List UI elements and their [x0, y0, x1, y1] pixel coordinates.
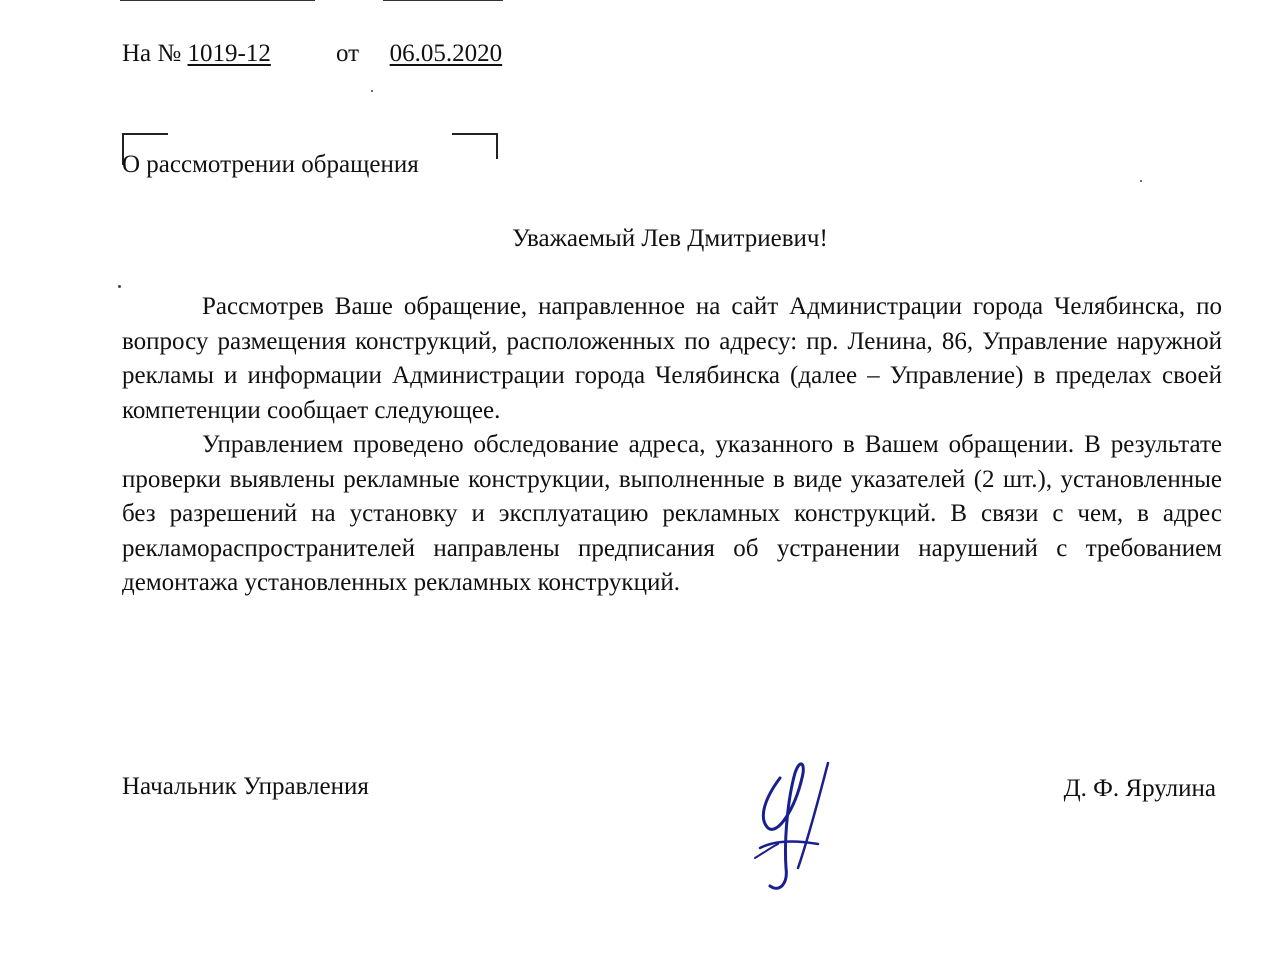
reference-from-label: от [336, 40, 360, 67]
handwritten-signature [740, 748, 850, 898]
scan-speck [118, 285, 121, 288]
letterhead-rule [120, 0, 315, 1]
body-paragraph: Управлением проведено обследование адреса, указанного в Вашем обращении. В результате проверки выявлены рекламные конструкции, выполненные в виде указателей (2 шт.), установленные без разрешений на установку и эксплуатацию рекламных конструкций. В связи с чем, в адрес рекламораспространителей направлены предписания об устранении нарушений с требованием демонтажа установленных рекламных конструкций. [122, 431, 1222, 596]
signatory-name: Д. Ф. Ярулина [1063, 775, 1216, 802]
body-paragraph: Рассмотрев Ваше обращение, направленное на сайт Администрации города Челябинска, по вопросу размещения конструкций, расположенных по адресу: пр. Ленина, 86, Управление наружной рекламы и информации Администрации города Челябинска (далее – Управление) в пределах своей компетенции сообщает следующее. [122, 293, 1222, 424]
reference-line [122, 38, 502, 70]
letter-body [122, 290, 1222, 601]
reference-number: 1019-12 [187, 40, 271, 67]
signatory-role: Начальник Управления [122, 773, 369, 800]
scan-speck [1140, 180, 1142, 182]
subject-bracket-right [452, 133, 498, 159]
reference-prefix: На № [122, 40, 182, 67]
letterhead-rule [383, 0, 503, 1]
salutation: Уважаемый Лев Дмитриевич! [512, 225, 828, 252]
reference-date: 06.05.2020 [389, 40, 503, 67]
scan-speck [371, 90, 373, 92]
subject-line: О рассмотрении обращения [122, 151, 419, 178]
